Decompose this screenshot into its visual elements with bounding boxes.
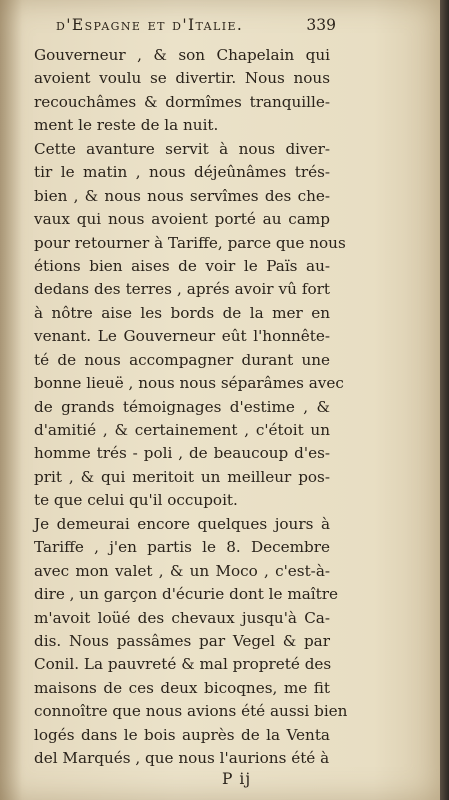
gutter-shadow xyxy=(0,0,22,800)
text-line: Conil. La pauvreté & mal propreté des xyxy=(34,655,332,674)
text-line: Je demeurai encore quelques jours à xyxy=(34,514,330,533)
text-line: ment le reste de la nuit. xyxy=(34,116,219,135)
body-text xyxy=(34,44,348,771)
paragraph xyxy=(34,513,348,771)
text-line: avoient voulu se divertir. Nous nous xyxy=(34,69,330,88)
text-line: étions bien aises de voir le Païs au- xyxy=(34,256,330,275)
text-line: bonne lieuë , nous nous séparâmes avec xyxy=(34,374,344,393)
text-line: bien , & nous nous servîmes des che- xyxy=(34,186,330,205)
text-line: vaux qui nous avoient porté au camp xyxy=(34,210,330,229)
text-line: té de nous accompagner durant une xyxy=(34,350,330,369)
text-line: dire , un garçon d'écurie dont le maître xyxy=(34,585,339,604)
text-line: logés dans le bois auprès de la Venta xyxy=(34,725,330,744)
paragraph xyxy=(34,138,346,513)
text-line: d'amitié , & certainement , c'étoit un xyxy=(34,421,330,439)
text-line: prit , & qui meritoit un meilleur pos- xyxy=(34,467,330,486)
text-line: connoître que nous avions été aussi bien xyxy=(34,702,348,721)
text-line: te que celui qu'il occupoit. xyxy=(34,491,238,510)
text-line: pour retourner à Tariffe, parce que nous xyxy=(34,233,346,252)
text-line: Cette avanture servit à nous diver- xyxy=(34,139,330,158)
signature-mark: P ij xyxy=(222,770,252,788)
text-line: dis. Nous passâmes par Vegel & par xyxy=(34,631,330,650)
paragraph xyxy=(34,44,330,138)
text-line: dedans des terres , aprés avoir vû fort xyxy=(34,280,330,299)
text-line: de grands témoignages d'estime , & xyxy=(34,397,330,416)
text-line: Gouverneur , & son Chapelain qui xyxy=(34,46,330,64)
text-line: tir le matin , nous déjeûnâmes trés- xyxy=(34,163,330,182)
text-line: homme trés - poli , de beaucoup d'es- xyxy=(34,444,330,463)
page-edge xyxy=(440,0,449,800)
page-number: 339 xyxy=(306,16,336,34)
page-header xyxy=(56,16,336,38)
text-line: Tariffe , j'en partis le 8. Decembre xyxy=(34,538,330,557)
text-line: del Marqués , que nous l'aurions été à xyxy=(34,749,330,768)
text-line: avec mon valet , & un Moco , c'est-à- xyxy=(34,561,330,580)
text-line: maisons de ces deux bicoqnes, me fit xyxy=(34,678,330,697)
text-line: m'avoit loüé des chevaux jusqu'à Ca- xyxy=(34,608,330,627)
text-line: recouchâmes & dormîmes tranquille- xyxy=(34,92,330,111)
running-title: d'Espagne et d'Italie. xyxy=(56,16,244,34)
text-line: venant. Le Gouverneur eût l'honnête- xyxy=(34,327,330,346)
text-line: à nôtre aise les bords de la mer en xyxy=(34,303,330,322)
